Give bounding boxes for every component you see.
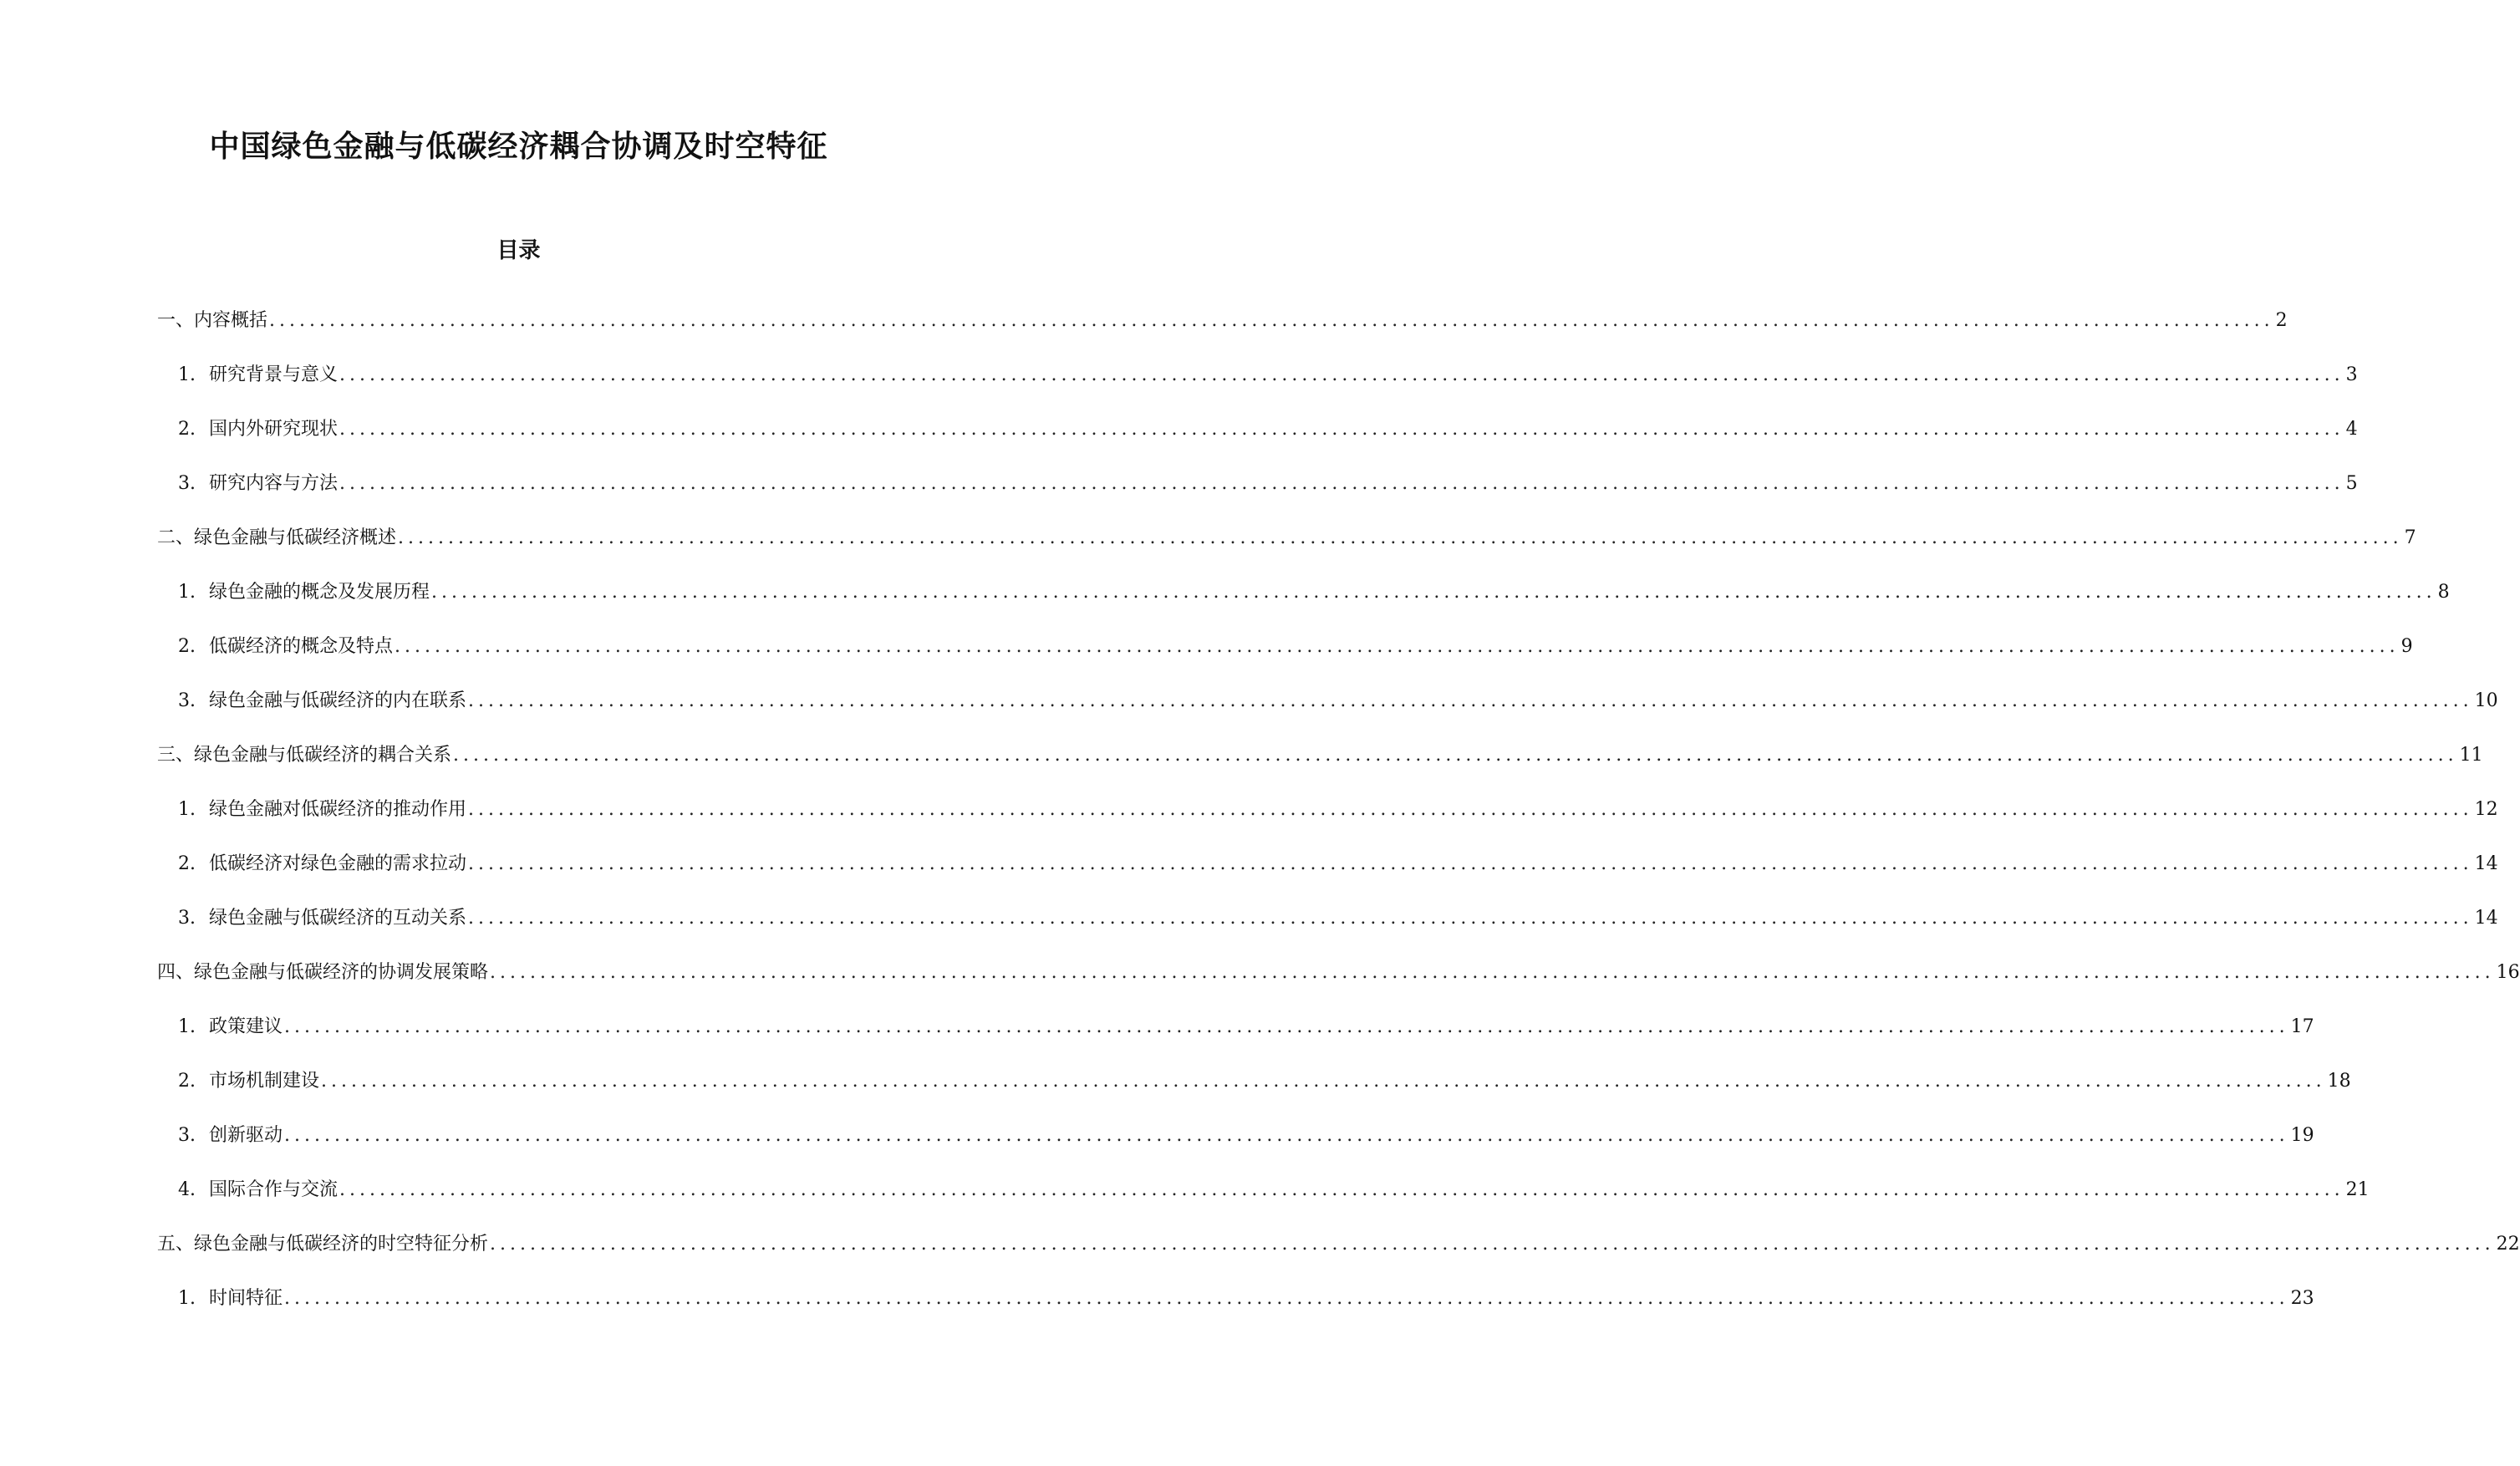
- toc-dot-leader: ........................................................................................................................................................................................................: [468, 853, 2473, 874]
- toc-page-number: 5: [2345, 473, 2358, 494]
- toc-subsection-entry[interactable]: [178, 904, 2498, 934]
- toc-dot-leader: ........................................................................................................................................................................................................: [398, 527, 2403, 548]
- toc-subsection-entry[interactable]: [178, 1066, 2351, 1097]
- toc-subsection-entry[interactable]: [178, 1284, 2314, 1314]
- toc-dot-leader: ........................................................................................................................................................................................................: [468, 908, 2473, 929]
- toc-subsection-entry[interactable]: [178, 1175, 2370, 1205]
- toc-page-number: 16: [2496, 962, 2520, 983]
- toc-dot-leader: ........................................................................................................................................................................................................: [431, 582, 2436, 603]
- toc-dot-leader: ........................................................................................................................................................................................................: [321, 1071, 2326, 1092]
- toc-page-number: 14: [2474, 908, 2498, 929]
- toc-subsection-entry[interactable]: [178, 469, 2358, 499]
- toc-subsection-entry[interactable]: [178, 795, 2498, 825]
- toc-entry-number: 3.: [178, 690, 196, 711]
- toc-entry-number: 1.: [178, 1016, 196, 1037]
- toc-dot-leader: ........................................................................................................................................................................................................: [339, 473, 2344, 494]
- toc-page-number: 22: [2496, 1234, 2520, 1255]
- toc-dot-leader: ........................................................................................................................................................................................................: [269, 310, 2274, 331]
- toc-page-number: 18: [2327, 1071, 2351, 1092]
- toc-page-number: 8: [2437, 582, 2450, 603]
- toc-entry-number: 4.: [178, 1179, 196, 1200]
- toc-entry-title: 低碳经济对绿色金融的需求拉动: [209, 853, 467, 874]
- toc-subsection-entry[interactable]: [178, 849, 2498, 879]
- toc-dot-leader: ........................................................................................................................................................................................................: [468, 690, 2473, 711]
- toc-page-number: 2: [2275, 310, 2288, 331]
- document-title: 中国绿色金融与低碳经济耦合协调及时空特征: [209, 129, 828, 164]
- toc-page-number: 9: [2400, 636, 2413, 657]
- toc-dot-leader: ........................................................................................................................................................................................................: [284, 1016, 2289, 1037]
- toc-section-entry[interactable]: [157, 523, 2416, 553]
- toc-section-entry[interactable]: [157, 1229, 2520, 1260]
- toc-dot-leader: ........................................................................................................................................................................................................: [468, 799, 2473, 820]
- toc-entry-title: 市场机制建设: [209, 1071, 320, 1092]
- toc-entry-title: 二、绿色金融与低碳经济概述: [157, 527, 397, 548]
- toc-entry-title: 四、绿色金融与低碳经济的协调发展策略: [157, 962, 489, 983]
- toc-page-number: 12: [2474, 799, 2498, 820]
- toc-section-entry[interactable]: [157, 306, 2288, 336]
- toc-entry-number: 3.: [178, 1125, 196, 1146]
- toc-dot-leader: ........................................................................................................................................................................................................: [395, 636, 2400, 657]
- toc-entry-number: 2.: [178, 419, 196, 440]
- toc-entry-title: 国内外研究现状: [209, 419, 339, 440]
- toc-page-number: 4: [2345, 419, 2358, 440]
- toc-dot-leader: ........................................................................................................................................................................................................: [453, 745, 2458, 766]
- toc-entry-number: 1.: [178, 582, 196, 603]
- toc-subsection-entry[interactable]: [178, 415, 2358, 445]
- toc-entry-title: 研究背景与意义: [209, 364, 339, 385]
- toc-entry-title: 绿色金融与低碳经济的互动关系: [209, 908, 467, 929]
- toc-page-number: 3: [2345, 364, 2358, 385]
- toc-entry-title: 绿色金融与低碳经济的内在联系: [209, 690, 467, 711]
- toc-entry-number: 1.: [178, 364, 196, 385]
- toc-dot-leader: ........................................................................................................................................................................................................: [284, 1288, 2289, 1309]
- toc-subsection-entry[interactable]: [178, 578, 2450, 608]
- toc-subsection-entry[interactable]: [178, 1012, 2314, 1042]
- toc-dot-leader: ........................................................................................................................................................................................................: [490, 1234, 2495, 1255]
- toc-page-number: 23: [2290, 1288, 2314, 1309]
- toc-entry-number: 3.: [178, 473, 196, 494]
- toc-dot-leader: ........................................................................................................................................................................................................: [339, 419, 2344, 440]
- toc-entry-title: 创新驱动: [209, 1125, 283, 1146]
- toc-entry-title: 三、绿色金融与低碳经济的耦合关系: [157, 745, 452, 766]
- toc-entry-number: 2.: [178, 1071, 196, 1092]
- toc-entry-number: 1.: [178, 1288, 196, 1309]
- toc-entry-number: 1.: [178, 799, 196, 820]
- toc-subsection-entry[interactable]: [178, 360, 2358, 390]
- toc-heading: 目录: [496, 238, 541, 263]
- toc-page-number: 10: [2474, 690, 2498, 711]
- toc-dot-leader: ........................................................................................................................................................................................................: [490, 962, 2495, 983]
- toc-page-number: 11: [2459, 745, 2483, 766]
- toc-dot-leader: ........................................................................................................................................................................................................: [339, 1179, 2344, 1200]
- toc-entry-title: 绿色金融的概念及发展历程: [209, 582, 430, 603]
- toc-entry-title: 政策建议: [209, 1016, 283, 1037]
- toc-entry-title: 国际合作与交流: [209, 1179, 339, 1200]
- toc-entry-title: 研究内容与方法: [209, 473, 339, 494]
- toc-entry-title: 绿色金融对低碳经济的推动作用: [209, 799, 467, 820]
- toc-entry-number: 3.: [178, 908, 196, 929]
- toc-page-number: 21: [2345, 1179, 2370, 1200]
- toc-subsection-entry[interactable]: [178, 686, 2498, 716]
- toc-subsection-entry[interactable]: [178, 632, 2413, 662]
- toc-page-number: 19: [2290, 1125, 2314, 1146]
- toc-page-number: 7: [2404, 527, 2416, 548]
- toc-entry-title: 一、内容概括: [157, 310, 268, 331]
- toc-section-entry[interactable]: [157, 958, 2520, 988]
- toc-dot-leader: ........................................................................................................................................................................................................: [284, 1125, 2289, 1146]
- toc-entry-title: 时间特征: [209, 1288, 283, 1309]
- toc-page-number: 17: [2290, 1016, 2314, 1037]
- toc-section-entry[interactable]: [157, 741, 2483, 771]
- toc-page-number: 14: [2474, 853, 2498, 874]
- toc-subsection-entry[interactable]: [178, 1121, 2314, 1151]
- toc-entry-number: 2.: [178, 853, 196, 874]
- toc-dot-leader: ........................................................................................................................................................................................................: [339, 364, 2344, 385]
- toc-entry-number: 2.: [178, 636, 196, 657]
- toc-entry-title: 五、绿色金融与低碳经济的时空特征分析: [157, 1234, 489, 1255]
- toc-entry-title: 低碳经济的概念及特点: [209, 636, 394, 657]
